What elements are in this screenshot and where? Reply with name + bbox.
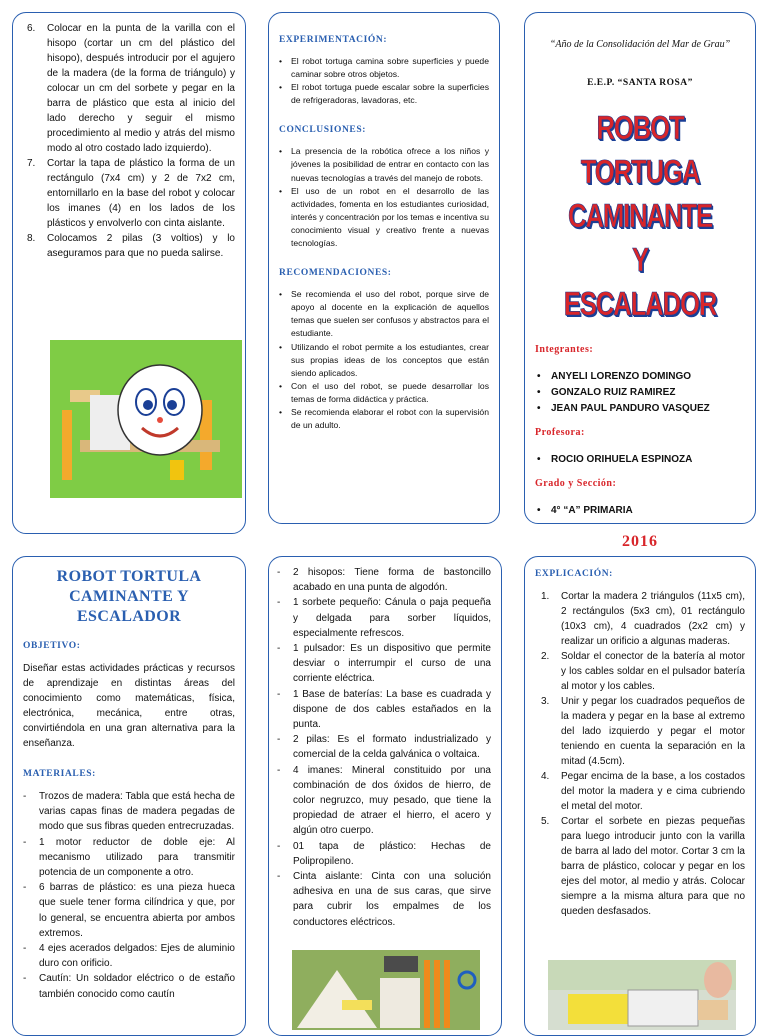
list-item: • La presencia de la robótica ofrece a los niños y jóvenes la posibilidad de entrar en contacto con las nuevas tecnologías a través del manejo de robots. [279,146,489,183]
grado-label: Grado y Sección: [535,478,617,489]
list-item: 3. Unir y pegar los cuadrados pequeños de la madera y pegar en la base al extremo del lado izquierdo y pegar el motor teniendo en cuenta la separación en la mitad (4.5cm). [541,696,745,767]
materiales-list-continued [277,565,491,930]
robot-photo [50,340,242,498]
list-item: • El uso de un robot en el desarrollo de las actividades, fomenta en los estudiantes curiosidad, interés y concentración por los temas e incentiva su conocimiento visual y creativo frente a nuevas tecnologías. [279,185,489,249]
materiales-list [23,789,235,1002]
grado-list [535,503,745,519]
explicacion-list [535,589,745,919]
experimentacion-heading: EXPERIMENTACIÓN: [279,35,388,45]
inner-title: ROBOT TORTULA CAMINANTE Y ESCALADOR [56,568,202,625]
list-item: - Trozos de madera: Tabla que está hecha de varias capas finas de madera pegadas de modo que sus fibras queden entrecruzadas. [23,791,235,833]
integrantes-list [535,369,745,417]
panel-results [268,12,500,524]
year-motto: “Año de la Consolidación del Mar de Grau” [549,39,731,50]
objetivo-text: Diseñar estas actividades prácticas y recursos de aprendizaje en distintas áreas del conocimiento como matemáticas, física, electrónica, mecánica, entre otras, convirtiéndola en una gran alternativa para la enseñanza. [23,663,235,749]
conclusiones-list [279,145,489,250]
profesora-label: Profesora: [535,427,585,438]
list-item: - 1 sorbete pequeño: Cánula o paja pequeña y delgada para sorber líquidos, especialmente refrescos. [277,597,491,639]
conclusiones-heading: CONCLUSIONES: [279,125,366,136]
list-item: 5. Cortar el sorbete en piezas pequeñas para luego introducir junto con la varilla de barra al lado del motor. Cortar 3 cm la barra de plástico, colocar y pegar en los ejes del motor, al medio y atrás. Colocar siempre a la misma altura para que no queden desfasados. [541,816,745,917]
school-name: E.E.P. “SANTA ROSA” [587,78,693,88]
list-item: • Se recomienda el uso del robot, porque sirve de apoyo al docente en la explicación de aquellos temas que suelen ser confusos y abstractos para el estudiante. [279,289,489,339]
experimentacion-list [279,55,489,107]
year-label: 2016 [622,533,658,550]
list-item: - Cinta aislante: Cinta con una solución adhesiva en una de sus caras, que sirve para cubrir los empalmes de los conductores eléctricos. [277,871,491,928]
list-item: 7. Cortar la tapa de plástico la forma de un rectángulo (7x4 cm) y 2 de 7x2 cm, entornillarlo en la base del robot y colocar los imanes (4) en los lados de los plásticos y envolverlo con cinta aislante. [27,158,235,229]
list-item: • Utilizando el robot permite a los estudiantes, crear sus propias ideas de los conceptos que están siendo aplicados. [279,341,489,378]
list-item: 4. Pegar encima de la base, a los costados del motor la madera y e cima cubriendo el metal del motor. [541,771,745,812]
list-item: - Cautín: Un soldador eléctrico o de estaño también conocido como cautín [23,973,235,1000]
materiales-heading: MATERIALES: [23,769,96,779]
objetivo-heading: OBJETIVO: [23,641,81,651]
list-item: - 4 ejes acerados delgados: Ejes de aluminio duro con orificio. [23,943,235,970]
panel-objective-materials [12,556,246,1036]
list-item: • El robot tortuga camina sobre superficies y puede caminar sobre otros objetos. [279,56,489,80]
list-item: - 1 pulsador: Es un dispositivo que permite desviar o interrumpir el curso de una corriente eléctrica. [277,643,491,685]
panel-cover [524,12,756,550]
recomendaciones-list [279,288,489,432]
list-item: - 01 tapa de plástico: Hechas de Polipropileno. [277,840,491,867]
recomendaciones-heading: RECOMENDACIONES: [279,268,392,279]
list-item: 8. Colocamos 2 pilas (3 voltios) y lo aseguramos para que no pueda salirse. [27,233,235,259]
list-item: - 2 hisopos: Tiene forma de bastoncillo acabado en una punta de algodón. [277,567,491,594]
list-item: 1. Cortar la madera 2 triángulos (11x5 cm), 2 rectángulos (5x3 cm), 01 rectángulo (10x3 cm), 4 cuadrados (2x2 cm) y realizar un orificio a algunas maderas. [541,591,745,647]
list-item: • ANYELI LORENZO DOMINGO [537,371,691,382]
list-item: • 4° “A” PRIMARIA [537,505,633,516]
list-item: 6. Colocar en la punta de la varilla con el hisopo (cortar un cm del plástico del hisopo), después introducir por el agujero de la madera (de la forma de triángulo) y colocar un cm del sorbete y pegar en la barra de plástico que esta al inicio del lado derecho y seguir el mismo procedimiento al medio y atrás del mismo modo al otro costado lado izquierdo). [27,23,235,154]
list-item: - 4 imanes: Mineral constituido por una combinación de dos óxidos de hierro, de color negruzco, muy pesado, que tiene la propiedad de atraer el hierro, el acero y algún otro cuerpo. [277,764,491,837]
list-item: - 1 motor reductor de doble eje: Al mecanismo utilizado para transmitir potencia de un componente a otro. [23,836,235,879]
list-item: - 6 barras de plástico: es una pieza hueca que suele tener forma cilíndrica y que, por lo general, se encuentra abierta por ambos extremos. [23,882,235,939]
list-item: - 2 pilas: Es el formato industrializado y comercial de la celda galvánica o voltaica. [277,734,491,761]
materials-photo [292,950,480,1030]
integrantes-label: Integrantes: [535,344,594,355]
steps-list-6-8 [21,21,235,261]
list-item: • El robot tortuga puede escalar sobre la superficies de refrigeradoras, lavadoras, etc. [279,82,489,106]
list-item: • Con el uso del robot, se puede desarrollar los temas de forma didáctica y práctica. [279,380,489,404]
list-item: - 1 Base de baterías: La base es cuadrada y dispone de dos cables estañados en la punta. [277,688,491,731]
list-item: • GONZALO RUIZ RAMIREZ [537,387,676,398]
profesora-list [535,452,745,468]
motor-photo [548,960,736,1030]
list-item: • ROCIO ORIHUELA ESPINOZA [537,454,693,465]
list-item: 2. Soldar el conector de la batería al motor y los cables soldar en el pulsador batería al motor y los cables. [541,651,745,692]
list-item: • JEAN PAUL PANDURO VASQUEZ [537,403,710,414]
explicacion-heading: EXPLICACIÓN: [535,569,613,579]
list-item: • Se recomienda elaborar el robot con la supervisión de un adulto. [279,406,489,431]
cover-title: ROBOT TORTUGA CAMINANTE Y ESCALADOR [563,109,717,322]
